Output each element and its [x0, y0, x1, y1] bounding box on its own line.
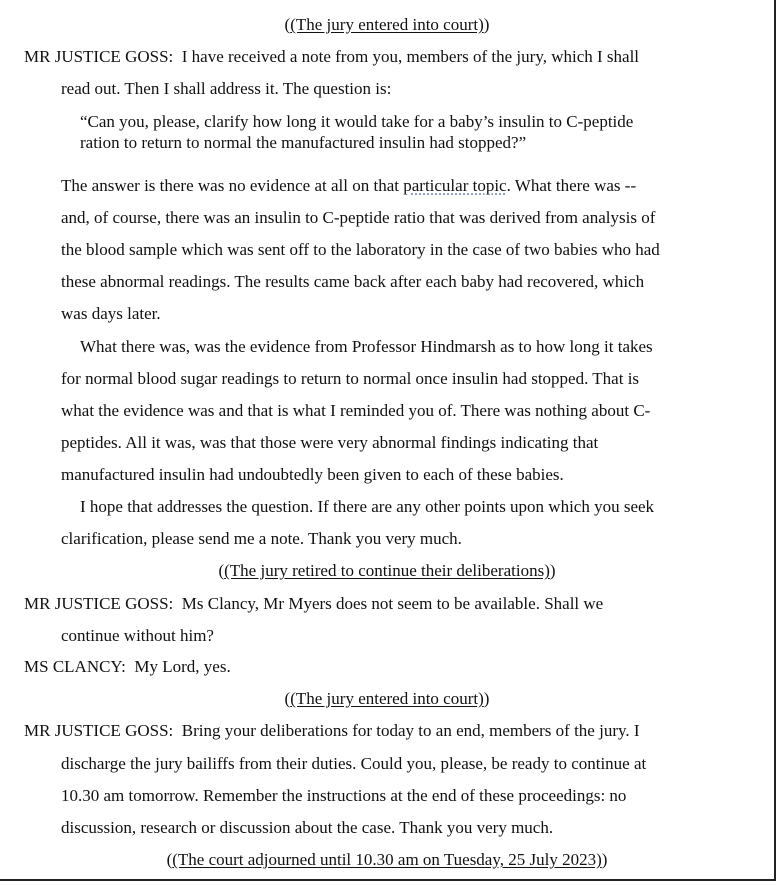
speech-line [24, 657, 231, 677]
speech-line: What there was, was the evidence from Professor Hindmarsh as to how long it takes [80, 337, 653, 356]
speech-line: was days later. [61, 304, 161, 323]
speech-line [24, 721, 640, 741]
highlighted-phrase: particular topic [403, 176, 507, 195]
stage-direction: ((The jury retired to continue their deliberations)) [218, 561, 556, 580]
quote-line: ration to return to normal the manufactured insulin had stopped?” [80, 133, 527, 152]
speaker-name: MR JUSTICE GOSS: [24, 594, 174, 613]
speech-line: clarification, please send me a note. Thank you very much. [61, 529, 462, 548]
speech-text: . What there was -- [506, 176, 637, 195]
speech-text: Ms Clancy, Mr Myers does not seem to be available. Shall we [181, 594, 604, 613]
speech-line: manufactured insulin had undoubtedly been given to each of these babies. [61, 465, 564, 484]
speech-line: discharge the jury bailiffs from their duties. Could you, please, be ready to continue at [61, 754, 647, 773]
stage-direction: ((The court adjourned until 10.30 am on Tuesday, 25 July 2023)) [166, 850, 608, 869]
speech-text: My Lord, yes. [134, 657, 231, 676]
speech-line: discussion, research or discussion about the case. Thank you very much. [61, 818, 554, 837]
speech-line: I hope that addresses the question. If there are any other points upon which you seek [80, 497, 655, 516]
speaker-name: MR JUSTICE GOSS: [24, 47, 174, 66]
stage-direction-text: (The jury entered into court) [290, 15, 484, 34]
speech-line: what the evidence was and that is what I reminded you of. There was nothing about C- [61, 401, 651, 420]
speech-text: Bring your deliberations for today to an end, members of the jury. I [181, 721, 640, 740]
speech-line: read out. Then I shall address it. The question is: [61, 79, 392, 98]
speech-text: I have received a note from you, members of the jury, which I shall [181, 47, 640, 66]
speech-line: peptides. All it was, was that those were very abnormal findings indicating that [61, 433, 599, 452]
speech-line: 10.30 am tomorrow. Remember the instructions at the end of these proceedings: no [61, 786, 627, 805]
stage-direction-text: (The court adjourned until 10.30 am on Tuesday, 25 July 2023) [172, 850, 602, 869]
stage-direction: ((The jury entered into court)) [284, 689, 490, 708]
speech-line: these abnormal readings. The results came back after each baby had recovered, which [61, 272, 645, 291]
stage-direction-text: (The jury retired to continue their deliberations) [224, 561, 550, 580]
speech-line: for normal blood sugar readings to return to normal once insulin had stopped. That is [61, 369, 640, 388]
speech-line [61, 176, 636, 196]
speech-line [24, 594, 603, 614]
speaker-name: MS CLANCY: [24, 657, 126, 676]
quote-line: “Can you, please, clarify how long it would take for a baby’s insulin to C-peptide [80, 112, 634, 131]
speech-line [24, 47, 639, 67]
speech-line: the blood sample which was sent off to the laboratory in the case of two babies who had [61, 240, 660, 259]
stage-direction-text: (The jury entered into court) [290, 689, 484, 708]
speaker-name: MR JUSTICE GOSS: [24, 721, 174, 740]
stage-direction: ((The jury entered into court)) [284, 15, 490, 34]
speech-line: continue without him? [61, 626, 214, 645]
speech-text: The answer is there was no evidence at all on that [61, 176, 404, 195]
speech-line: and, of course, there was an insulin to C-peptide ratio that was derived from analysis of [61, 208, 656, 227]
